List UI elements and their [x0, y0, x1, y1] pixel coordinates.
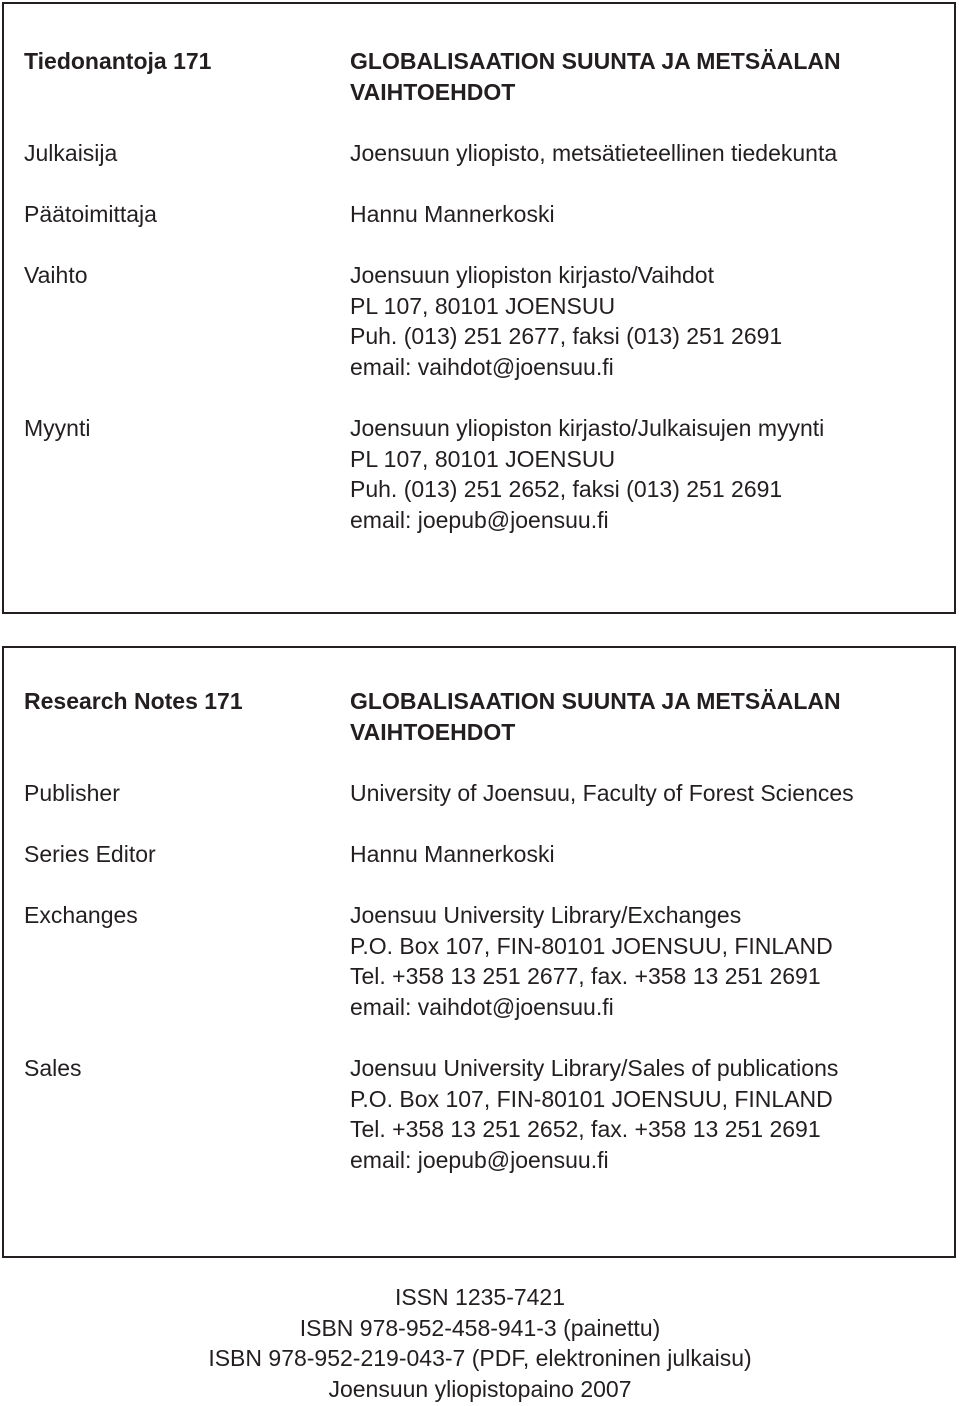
editor-label: Series Editor [24, 841, 156, 867]
isbn-print: ISBN 978-952-458-941-3 (painettu) [299, 1314, 661, 1341]
email-line: email: vaihdot@joensuu.fi [350, 353, 614, 380]
email-line: email: vaihdot@joensuu.fi [350, 993, 614, 1020]
editor-value: Hannu Mannerkoski [350, 201, 555, 227]
publication-title [350, 46, 940, 107]
publication-identifiers [0, 1282, 960, 1404]
address-line: Joensuu University Library/Exchanges [350, 902, 742, 928]
exchanges-label: Vaihto [24, 262, 88, 288]
publisher-label: Publisher [24, 780, 120, 806]
sales-label: Sales [24, 1055, 82, 1081]
phone-line: Puh. (013) 251 2677, faksi (013) 251 2691 [350, 323, 783, 350]
exchanges-label: Exchanges [24, 902, 138, 928]
title-line: VAIHTOEHDOT [350, 718, 516, 745]
address-line: P.O. Box 107, FIN-80101 JOENSUU, FINLAND [350, 932, 833, 959]
sales-label: Myynti [24, 415, 91, 441]
sales-address [350, 413, 940, 535]
address-line: Joensuu University Library/Sales of publications [350, 1055, 839, 1081]
editor-value: Hannu Mannerkoski [350, 841, 555, 867]
phone-line: Tel. +358 13 251 2677, fax. +358 13 251 2691 [350, 963, 821, 990]
address-line: P.O. Box 107, FIN-80101 JOENSUU, FINLAND [350, 1085, 833, 1112]
email-line: email: joepub@joensuu.fi [350, 506, 609, 533]
sales-address [350, 1053, 940, 1175]
title-line: GLOBALISAATION SUUNTA JA METSÄALAN [350, 688, 841, 714]
phone-line: Puh. (013) 251 2652, faksi (013) 251 2691 [350, 476, 783, 503]
publisher-label: Julkaisija [24, 140, 118, 166]
email-line: email: joepub@joensuu.fi [350, 1146, 609, 1173]
printer: Joensuun yliopistopaino 2007 [328, 1375, 632, 1402]
address-line: Joensuun yliopiston kirjasto/Vaihdot [350, 262, 714, 288]
series-number: Research Notes 171 [24, 688, 243, 714]
editor-label: Päätoimittaja [24, 201, 157, 227]
publication-title [350, 686, 940, 747]
address-line: PL 107, 80101 JOENSUU [350, 292, 616, 319]
address-line: PL 107, 80101 JOENSUU [350, 445, 616, 472]
colophon-english [2, 646, 956, 1258]
exchanges-address [350, 260, 940, 382]
address-line: Joensuun yliopiston kirjasto/Julkaisujen myynti [350, 415, 825, 441]
publisher-value: Joensuun yliopisto, metsätieteellinen tiedekunta [350, 140, 838, 166]
colophon-finnish [2, 2, 956, 614]
phone-line: Tel. +358 13 251 2652, fax. +358 13 251 2691 [350, 1116, 821, 1143]
title-line: VAIHTOEHDOT [350, 78, 516, 105]
issn: ISSN 1235-7421 [394, 1284, 566, 1310]
title-line: GLOBALISAATION SUUNTA JA METSÄALAN [350, 48, 841, 74]
exchanges-address [350, 900, 940, 1022]
isbn-pdf: ISBN 978-952-219-043-7 (PDF, elektroninen julkaisu) [208, 1345, 752, 1372]
publisher-value: University of Joensuu, Faculty of Forest Sciences [350, 780, 854, 806]
series-number: Tiedonantoja 171 [24, 48, 212, 74]
